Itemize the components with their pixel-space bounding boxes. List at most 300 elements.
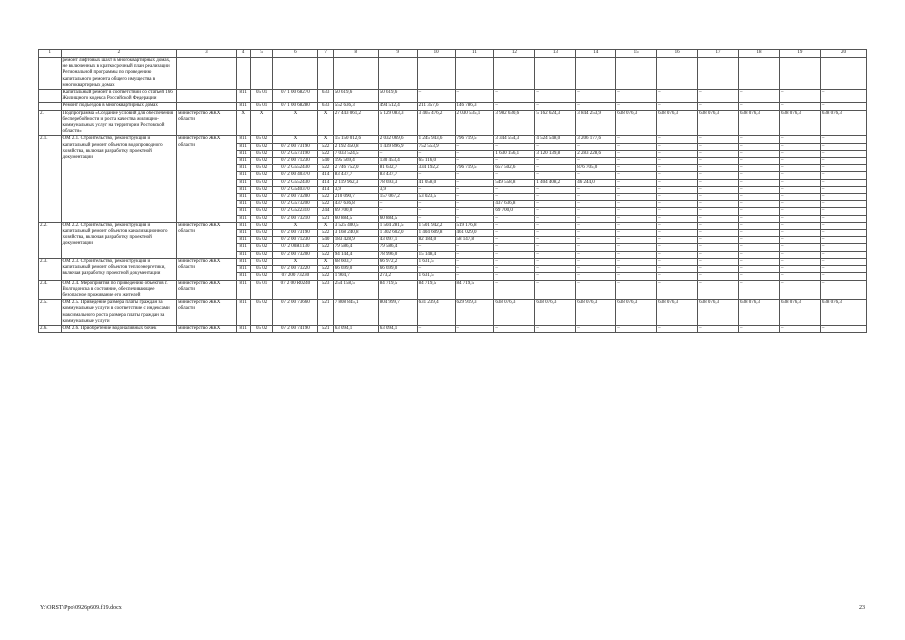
table-cell: 66 972,2 xyxy=(378,258,417,265)
table-cell: 804 999,7 xyxy=(378,300,417,326)
table-cell: 07 2 00 73660 xyxy=(273,300,318,326)
table-cell: 638 076,3 xyxy=(739,110,780,136)
table-cell: 1 631,5 xyxy=(417,258,455,265)
table-cell: – xyxy=(779,150,820,157)
table-cell: 63 094,1 xyxy=(333,325,378,332)
table-cell: – xyxy=(820,103,866,110)
table-cell: – xyxy=(576,273,616,280)
table-cell xyxy=(779,58,820,90)
table-cell: – xyxy=(698,172,739,179)
table-cell: – xyxy=(739,208,780,215)
table-cell: 07 2 00 73190 xyxy=(273,143,318,150)
table-cell: – xyxy=(657,186,698,193)
table-cell: – xyxy=(657,136,698,143)
item-name: Капитальный ремонт в соответствии со статьей 166 Жилищного кодекса Российской Федерации xyxy=(61,90,177,103)
table-cell: 811 xyxy=(236,194,250,201)
table-cell: – xyxy=(576,208,616,215)
table-cell: 494 512,4 xyxy=(378,103,417,110)
table-cell: – xyxy=(616,103,657,110)
table-cell: 43 097,1 xyxy=(378,237,417,244)
table-cell: – xyxy=(779,266,820,273)
table-cell: – xyxy=(417,150,455,157)
table-cell: – xyxy=(535,244,576,251)
table-cell: X xyxy=(250,110,273,136)
table-cell: – xyxy=(455,258,494,265)
table-cell: – xyxy=(739,194,780,201)
table-cell: 638 076,3 xyxy=(779,110,820,136)
table-cell: 46 244,0 xyxy=(576,179,616,186)
column-header: 11 xyxy=(455,50,494,58)
column-header: 20 xyxy=(820,50,866,58)
table-cell: 05 02 xyxy=(250,194,273,201)
table-cell: – xyxy=(616,266,657,273)
table-cell: – xyxy=(455,158,494,165)
table-cell: – xyxy=(494,251,535,258)
table-cell: – xyxy=(779,103,820,110)
table-cell: – xyxy=(417,266,455,273)
table-cell: 05 01 xyxy=(250,103,273,110)
column-header: 7 xyxy=(318,50,333,58)
column-header: 8 xyxy=(333,50,378,58)
table-cell: 437 636,8 xyxy=(333,201,378,208)
table-cell: – xyxy=(657,215,698,222)
table-cell: – xyxy=(494,237,535,244)
table-cell: 629 919,3 xyxy=(455,300,494,326)
table-cell: – xyxy=(779,172,820,179)
table-cell: – xyxy=(494,273,535,280)
table-cell: – xyxy=(739,165,780,172)
table-cell: – xyxy=(535,143,576,150)
table-cell: – xyxy=(616,325,657,332)
table-cell: – xyxy=(535,258,576,265)
table-cell: 7 808 845,1 xyxy=(333,300,378,326)
table-cell: 638 076,3 xyxy=(820,300,866,326)
table-cell: – xyxy=(576,172,616,179)
table-cell: – xyxy=(779,230,820,237)
table-cell: 461 029,0 xyxy=(455,230,494,237)
table-cell: – xyxy=(576,143,616,150)
table-cell: – xyxy=(820,208,866,215)
executor xyxy=(177,103,236,110)
item-name: ОМ 2.5. Приведение размера платы граждан за коммунальные услуги в соответствие с индексами максимального роста размера платы граждан за коммунальные услуги xyxy=(61,300,177,326)
table-cell: 273,2 xyxy=(378,273,417,280)
table-cell: – xyxy=(698,143,739,150)
table-cell: – xyxy=(576,251,616,258)
header-row xyxy=(39,50,867,58)
table-cell: – xyxy=(698,280,739,300)
table-cell: – xyxy=(779,251,820,258)
table-cell: 94 144,4 xyxy=(333,251,378,258)
table-cell: – xyxy=(455,172,494,179)
table-cell: 638 076,3 xyxy=(616,300,657,326)
table-cell: – xyxy=(494,103,535,110)
table-cell: 638 076,3 xyxy=(535,300,576,326)
item-number: 2.4. xyxy=(39,280,62,300)
table-cell: – xyxy=(455,143,494,150)
table-cell: 522 xyxy=(318,244,333,251)
table-cell: – xyxy=(535,208,576,215)
item-number: 2.5. xyxy=(39,300,62,326)
table-cell: – xyxy=(739,143,780,150)
table-cell: 84 719,5 xyxy=(455,280,494,300)
table-cell: – xyxy=(576,325,616,332)
table-cell: 3 525 400,5 xyxy=(333,222,378,229)
executor: министерство ЖКХ области xyxy=(177,280,236,300)
table-cell: – xyxy=(698,208,739,215)
table-cell: 69 700,0 xyxy=(494,208,535,215)
table-cell: – xyxy=(657,158,698,165)
table-row xyxy=(39,222,867,229)
table-cell: – xyxy=(779,244,820,251)
table-cell: – xyxy=(576,215,616,222)
table-cell: – xyxy=(698,273,739,280)
table-cell: – xyxy=(616,273,657,280)
table-cell: 631 239,4 xyxy=(417,300,455,326)
table-cell: – xyxy=(657,172,698,179)
table-cell: 78 996,0 xyxy=(378,251,417,258)
table-cell: 1 404 609,8 xyxy=(417,230,455,237)
table-cell: 211 357,6 xyxy=(417,103,455,110)
table-cell: – xyxy=(417,325,455,332)
table-cell: – xyxy=(616,201,657,208)
table-cell: – xyxy=(616,143,657,150)
table-cell: – xyxy=(494,266,535,273)
table-cell: – xyxy=(820,186,866,193)
table-cell: 811 xyxy=(236,103,250,110)
table-cell: – xyxy=(535,194,576,201)
table-cell: X xyxy=(318,222,333,229)
table-cell: 05 02 xyxy=(250,266,273,273)
table-cell: – xyxy=(739,266,780,273)
table-cell: 811 xyxy=(236,90,250,103)
table-cell: – xyxy=(698,251,739,258)
column-header: 5 xyxy=(250,50,273,58)
table-cell: 811 xyxy=(236,201,250,208)
table-cell xyxy=(576,58,616,90)
table-cell: 811 xyxy=(236,150,250,157)
table-cell: 522 xyxy=(318,251,333,258)
table-cell: X xyxy=(236,110,250,136)
table-cell: – xyxy=(820,273,866,280)
table-cell: 195 569,4 xyxy=(333,158,378,165)
table-cell: – xyxy=(616,280,657,300)
table-cell: – xyxy=(698,201,739,208)
table-cell: 2 119 962,3 xyxy=(333,179,378,186)
table-cell: – xyxy=(820,194,866,201)
table-cell: – xyxy=(535,165,576,172)
table-cell: 522 xyxy=(318,194,333,201)
table-cell: 638 076,3 xyxy=(657,110,698,136)
table-cell: 811 xyxy=(236,244,250,251)
table-cell: 638 076,3 xyxy=(698,300,739,326)
table-cell: – xyxy=(417,90,455,103)
table-cell xyxy=(820,58,866,90)
table-cell: 414 xyxy=(318,172,333,179)
table-cell: 07 2 G522310 xyxy=(273,208,318,215)
table-cell: 7 033 524,5 xyxy=(333,150,378,157)
column-header: 6 xyxy=(273,50,318,58)
table-cell: – xyxy=(455,179,494,186)
table-cell: 638 076,3 xyxy=(820,110,866,136)
table-cell: 05 02 xyxy=(250,244,273,251)
table-cell: – xyxy=(494,194,535,201)
table-cell: – xyxy=(698,237,739,244)
table-cell: 50 619,6 xyxy=(333,90,378,103)
table-cell: – xyxy=(739,150,780,157)
table-cell: 07 2 00 73220 xyxy=(273,266,318,273)
table-cell: 79 586,4 xyxy=(378,244,417,251)
table-cell: 05 02 xyxy=(250,201,273,208)
table-cell: X xyxy=(318,110,333,136)
table-cell: – xyxy=(616,136,657,143)
table-cell: 07 2 00 73210 xyxy=(273,215,318,222)
table-cell xyxy=(616,58,657,90)
table-cell: 796 719,5 xyxy=(455,136,494,143)
table-cell: 522 xyxy=(318,201,333,208)
table-cell: 15 148,4 xyxy=(417,251,455,258)
table-cell: – xyxy=(820,325,866,332)
table-cell: 3 465 476,2 xyxy=(417,110,455,136)
item-number: 2. xyxy=(39,110,62,136)
column-header: 15 xyxy=(616,50,657,58)
table-cell: – xyxy=(739,230,780,237)
table-cell: – xyxy=(494,280,535,300)
table-cell: – xyxy=(779,273,820,280)
column-header: 2 xyxy=(61,50,177,58)
table-cell: – xyxy=(739,273,780,280)
table-cell: 60 884,5 xyxy=(378,215,417,222)
table-cell: 811 xyxy=(236,258,250,265)
table-cell: – xyxy=(698,215,739,222)
table-cell: – xyxy=(820,280,866,300)
table-row xyxy=(39,280,867,300)
table-row xyxy=(39,103,867,110)
file-path: Y:\ORST\Ppo\0926p609.f19.docx xyxy=(40,605,122,611)
column-header: 18 xyxy=(739,50,780,58)
table-cell: – xyxy=(576,103,616,110)
item-name: Подпрограмма «Создание условий для обеспечения бесперебойности и роста качества жилищно-коммунальных услуг на территории Ростовской области» xyxy=(61,110,177,136)
table-cell: – xyxy=(535,230,576,237)
table-cell: 78 693,3 xyxy=(378,179,417,186)
table-cell: 3 120 139,8 xyxy=(535,150,576,157)
table-cell: X xyxy=(273,110,318,136)
table-cell: – xyxy=(535,222,576,229)
table-cell: 2 283 228,6 xyxy=(576,150,616,157)
table-cell xyxy=(378,58,417,90)
table-cell: – xyxy=(698,244,739,251)
table-cell: – xyxy=(535,103,576,110)
table-cell: – xyxy=(616,194,657,201)
table-cell: 66 699,0 xyxy=(378,266,417,273)
table-cell: – xyxy=(820,222,866,229)
executor: министерство ЖКХ области xyxy=(177,222,236,258)
table-cell: – xyxy=(779,201,820,208)
table-cell: 811 xyxy=(236,222,250,229)
table-cell: 521 xyxy=(318,325,333,332)
table-cell: – xyxy=(657,251,698,258)
table-cell: 07 2 G540370 xyxy=(273,186,318,193)
table-cell: – xyxy=(576,186,616,193)
table-cell: 522 xyxy=(318,230,333,237)
table-cell: 1 630 156,1 xyxy=(494,150,535,157)
table-cell: – xyxy=(657,103,698,110)
table-cell: 05 02 xyxy=(250,150,273,157)
table-cell: – xyxy=(657,266,698,273)
table-cell xyxy=(698,58,739,90)
table-cell: 522 xyxy=(318,143,333,150)
table-cell: 1 404 408,2 xyxy=(535,179,576,186)
table-cell: 811 xyxy=(236,165,250,172)
table-cell: 2 192 450,8 xyxy=(333,143,378,150)
table-cell: 07 2 G573190 xyxy=(273,150,318,157)
table-cell: 82 184,0 xyxy=(417,237,455,244)
table-cell: 05 01 xyxy=(250,280,273,300)
table-cell: 3,9 xyxy=(378,186,417,193)
item-number xyxy=(39,90,62,103)
table-cell: – xyxy=(616,186,657,193)
table-cell: 521 xyxy=(318,215,333,222)
table-cell: 07 200 73230 xyxy=(273,273,318,280)
table-cell: 521 xyxy=(318,300,333,326)
table-cell: 53 023,5 xyxy=(417,194,455,201)
table-cell xyxy=(739,58,780,90)
table-cell: 414 xyxy=(318,179,333,186)
table-cell: 811 xyxy=(236,215,250,222)
table-cell: 811 xyxy=(236,136,250,143)
table-cell: – xyxy=(739,237,780,244)
table-cell: – xyxy=(576,194,616,201)
table-cell: – xyxy=(455,244,494,251)
table-cell: 183 428,9 xyxy=(333,237,378,244)
table-cell: 05 02 xyxy=(250,165,273,172)
table-cell: – xyxy=(576,90,616,103)
table-cell: – xyxy=(698,258,739,265)
column-header: 10 xyxy=(417,50,455,58)
table-cell: 07 2 G552430 xyxy=(273,179,318,186)
table-cell: 07 2 00 73200 xyxy=(273,251,318,258)
table-cell: 244 xyxy=(318,208,333,215)
table-cell: 157 067,2 xyxy=(378,194,417,201)
table-cell: 519 176,8 xyxy=(455,222,494,229)
table-cell: – xyxy=(779,208,820,215)
column-header: 12 xyxy=(494,50,535,58)
table-cell: 811 xyxy=(236,158,250,165)
table-cell: – xyxy=(535,201,576,208)
table-cell: 07 2 G552430 xyxy=(273,165,318,172)
table-cell: 1 439 896,9 xyxy=(378,143,417,150)
table-cell: 549 558,8 xyxy=(494,179,535,186)
table-cell: 05 02 xyxy=(250,215,273,222)
item-name: ОМ 2.6. Приобретение водоналивных бочек xyxy=(61,325,177,332)
table-cell: – xyxy=(455,325,494,332)
table-cell: – xyxy=(779,179,820,186)
table-cell: 130 453,4 xyxy=(378,158,417,165)
table-cell: 05 02 xyxy=(250,251,273,258)
column-header: 4 xyxy=(236,50,250,58)
table-cell: 79 586,4 xyxy=(333,244,378,251)
table-cell: 1 245 943,6 xyxy=(417,136,455,143)
table-cell: 1 904,7 xyxy=(333,273,378,280)
item-name: Ремонт подъездов в многоквартирных домах xyxy=(61,103,177,110)
table-cell: 05 02 xyxy=(250,208,273,215)
table-cell: – xyxy=(494,215,535,222)
table-cell: – xyxy=(820,179,866,186)
table-cell: 334 192,2 xyxy=(417,165,455,172)
table-cell: – xyxy=(535,90,576,103)
table-cell: 811 xyxy=(236,208,250,215)
table-cell xyxy=(535,58,576,90)
item-name: ОМ 2.1. Строительство, реконструкция и капитальный ремонт объектов водопроводного хозяйства, включая разработку проектной документации xyxy=(61,136,177,222)
table-cell: 07 2 00 74190 xyxy=(273,325,318,332)
table-cell: – xyxy=(657,179,698,186)
table-cell: – xyxy=(739,215,780,222)
table-cell xyxy=(657,58,698,90)
table-cell: 05 02 xyxy=(250,143,273,150)
table-cell: 05 02 xyxy=(250,172,273,179)
table-cell: 437 636,8 xyxy=(494,201,535,208)
table-cell: – xyxy=(739,222,780,229)
table-cell: – xyxy=(739,103,780,110)
table-cell: 07 2 00 73200 xyxy=(273,194,318,201)
table-cell: – xyxy=(698,194,739,201)
table-cell: 540 xyxy=(318,237,333,244)
item-number: 2.3. xyxy=(39,258,62,280)
table-cell: – xyxy=(820,172,866,179)
table-cell: 540 xyxy=(318,158,333,165)
table-cell: – xyxy=(657,237,698,244)
table-cell: – xyxy=(820,136,866,143)
table-cell: – xyxy=(535,172,576,179)
table-cell: – xyxy=(576,237,616,244)
table-cell: – xyxy=(820,266,866,273)
table-cell: 05 02 xyxy=(250,237,273,244)
table-cell: 1 302 602,0 xyxy=(378,230,417,237)
budget-table-container xyxy=(38,49,867,333)
table-cell: – xyxy=(820,158,866,165)
table-cell: – xyxy=(739,90,780,103)
table-cell: 638 076,3 xyxy=(657,300,698,326)
table-cell: 15 150 012,6 xyxy=(333,136,378,143)
table-cell: 3 168 240,8 xyxy=(333,230,378,237)
table-cell: – xyxy=(616,222,657,229)
table-cell: 68 603,7 xyxy=(333,258,378,265)
table-cell: 811 xyxy=(236,143,250,150)
table-cell: – xyxy=(657,222,698,229)
table-cell: 522 xyxy=(318,266,333,273)
table-cell: – xyxy=(417,208,455,215)
table-cell: – xyxy=(820,230,866,237)
executor: министерство ЖКХ xyxy=(177,325,236,332)
table-cell: 66 699,0 xyxy=(333,266,378,273)
executor: министерство ЖКХ области xyxy=(177,258,236,280)
table-cell: – xyxy=(698,325,739,332)
table-cell: 1 504 281,5 xyxy=(378,222,417,229)
table-row xyxy=(39,136,867,143)
table-cell: 83 437,7 xyxy=(378,172,417,179)
column-header: 9 xyxy=(378,50,417,58)
table-cell: – xyxy=(576,244,616,251)
table-cell: 2 746 752,0 xyxy=(333,165,378,172)
table-cell: – xyxy=(535,280,576,300)
table-cell: – xyxy=(576,230,616,237)
budget-table xyxy=(38,49,867,333)
table-cell: – xyxy=(657,244,698,251)
table-cell: 07 2 00 71230 xyxy=(273,237,318,244)
table-cell: – xyxy=(739,179,780,186)
table-cell: 07 2 00 73190 xyxy=(273,230,318,237)
table-cell: 811 xyxy=(236,230,250,237)
table-cell: – xyxy=(576,266,616,273)
